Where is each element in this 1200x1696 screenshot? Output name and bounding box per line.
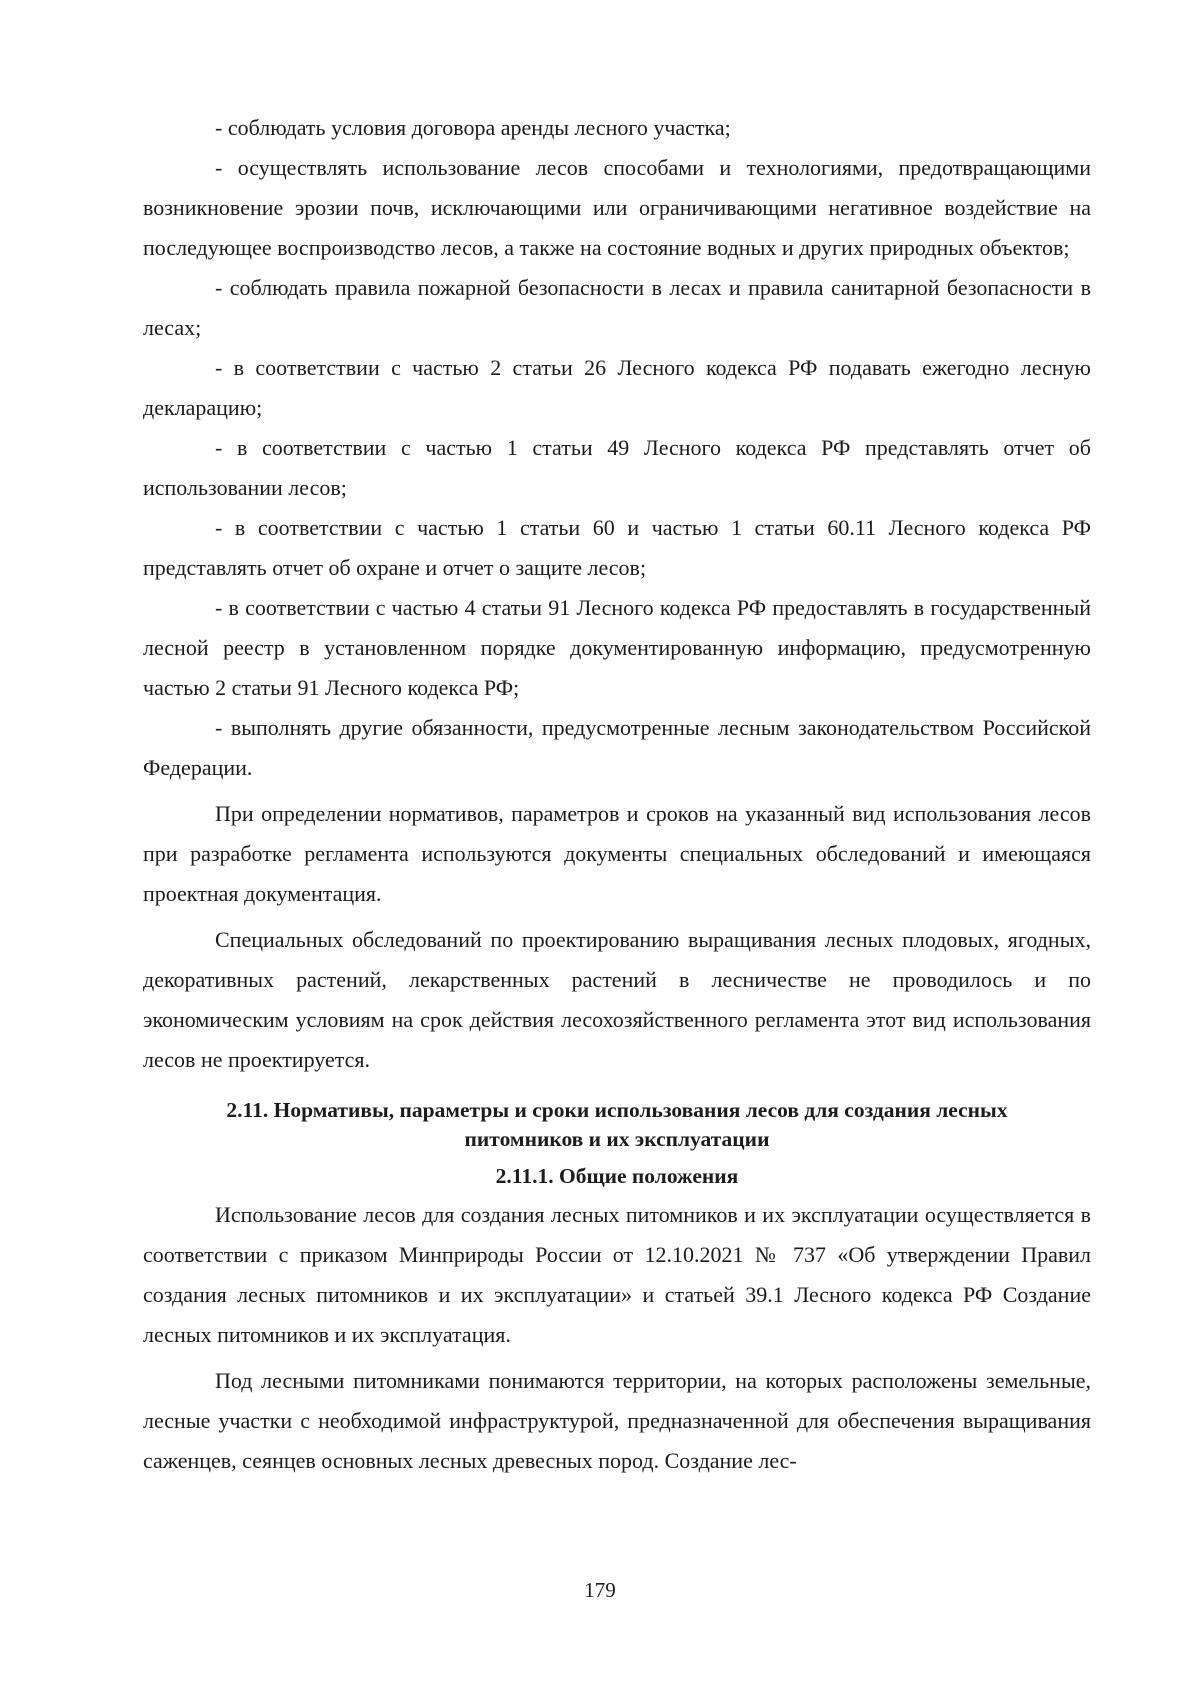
paragraph-norms-definition: При определении нормативов, параметров и сроков на указанный вид использования лесов при разработке регламента используются документы специальных обследований и имеющаяся проектная документация. — [143, 801, 1091, 906]
paragraph-nursery-definition: Под лесными питомниками понимаются территории, на которых расположены земельные, лесные участки с необходимой инфраструктурой, предназначенной для обеспечения выращивания саженцев, сеянцев основных лесных древесных пород. Создание лес- — [143, 1368, 1091, 1473]
document-page — [143, 108, 1091, 1481]
paragraph-other-duties: - выполнять другие обязанности, предусмотренные лесным законодательством Российской Федерации. — [143, 715, 1091, 780]
paragraph-special-surveys: Специальных обследований по проектированию выращивания лесных плодовых, ягодных, декоративных растений, лекарственных растений в лесничестве не проводилось и по экономическим условиям на срок действия лесохозяйственного регламента этот вид использования лесов не проектируется. — [143, 927, 1091, 1072]
paragraph-erosion: - осуществлять использование лесов способами и технологиями, предотвращающими возникновение эрозии почв, исключающими или ограничивающими негативное воздействие на последующее воспроизводство лесов, а также на состояние водных и других природных объектов; — [143, 155, 1091, 260]
page-number: 179 — [584, 1578, 616, 1602]
subsection-heading: 2.11.1. Общие положения — [495, 1164, 739, 1188]
paragraph-forest-registry: - в соответствии с частью 4 статьи 91 Лесного кодекса РФ предоставлять в государственный лесной реестр в установленном порядке документированную информацию, предусмотренную частью 2 статьи 91 Лесного кодекса РФ; — [143, 595, 1091, 700]
section-heading-line-2: питомников и их эксплуатации — [464, 1127, 770, 1151]
paragraph-fire-safety: - соблюдать правила пожарной безопасности в лесах и правила санитарной безопасности в лесах; — [143, 275, 1091, 340]
paragraph-usage-report: - в соответствии с частью 1 статьи 49 Лесного кодекса РФ представлять отчет об использовании лесов; — [143, 435, 1091, 500]
paragraph-forest-declaration: - в соответствии с частью 2 статьи 26 Лесного кодекса РФ подавать ежегодно лесную декларацию; — [143, 355, 1091, 420]
paragraph-protection-report: - в соответствии с частью 1 статьи 60 и частью 1 статьи 60.11 Лесного кодекса РФ представлять отчет об охране и отчет о защите лесов; — [143, 515, 1091, 580]
paragraph-lease-terms: - соблюдать условия договора аренды лесного участка; — [215, 115, 731, 140]
section-heading — [143, 1096, 1091, 1154]
section-heading-line-1: 2.11. Нормативы, параметры и сроки использования лесов для создания лесных — [226, 1098, 1008, 1122]
paragraph-nursery-usage: Использование лесов для создания лесных питомников и их эксплуатации осуществляется в соответствии с приказом Минприроды России от 12.10.2021 № 737 «Об утверждении Правил создания лесных питомников и их эксплуатации» и статьей 39.1 Лесного кодекса РФ Создание лесных питомников и их эксплуатация. — [143, 1202, 1091, 1347]
